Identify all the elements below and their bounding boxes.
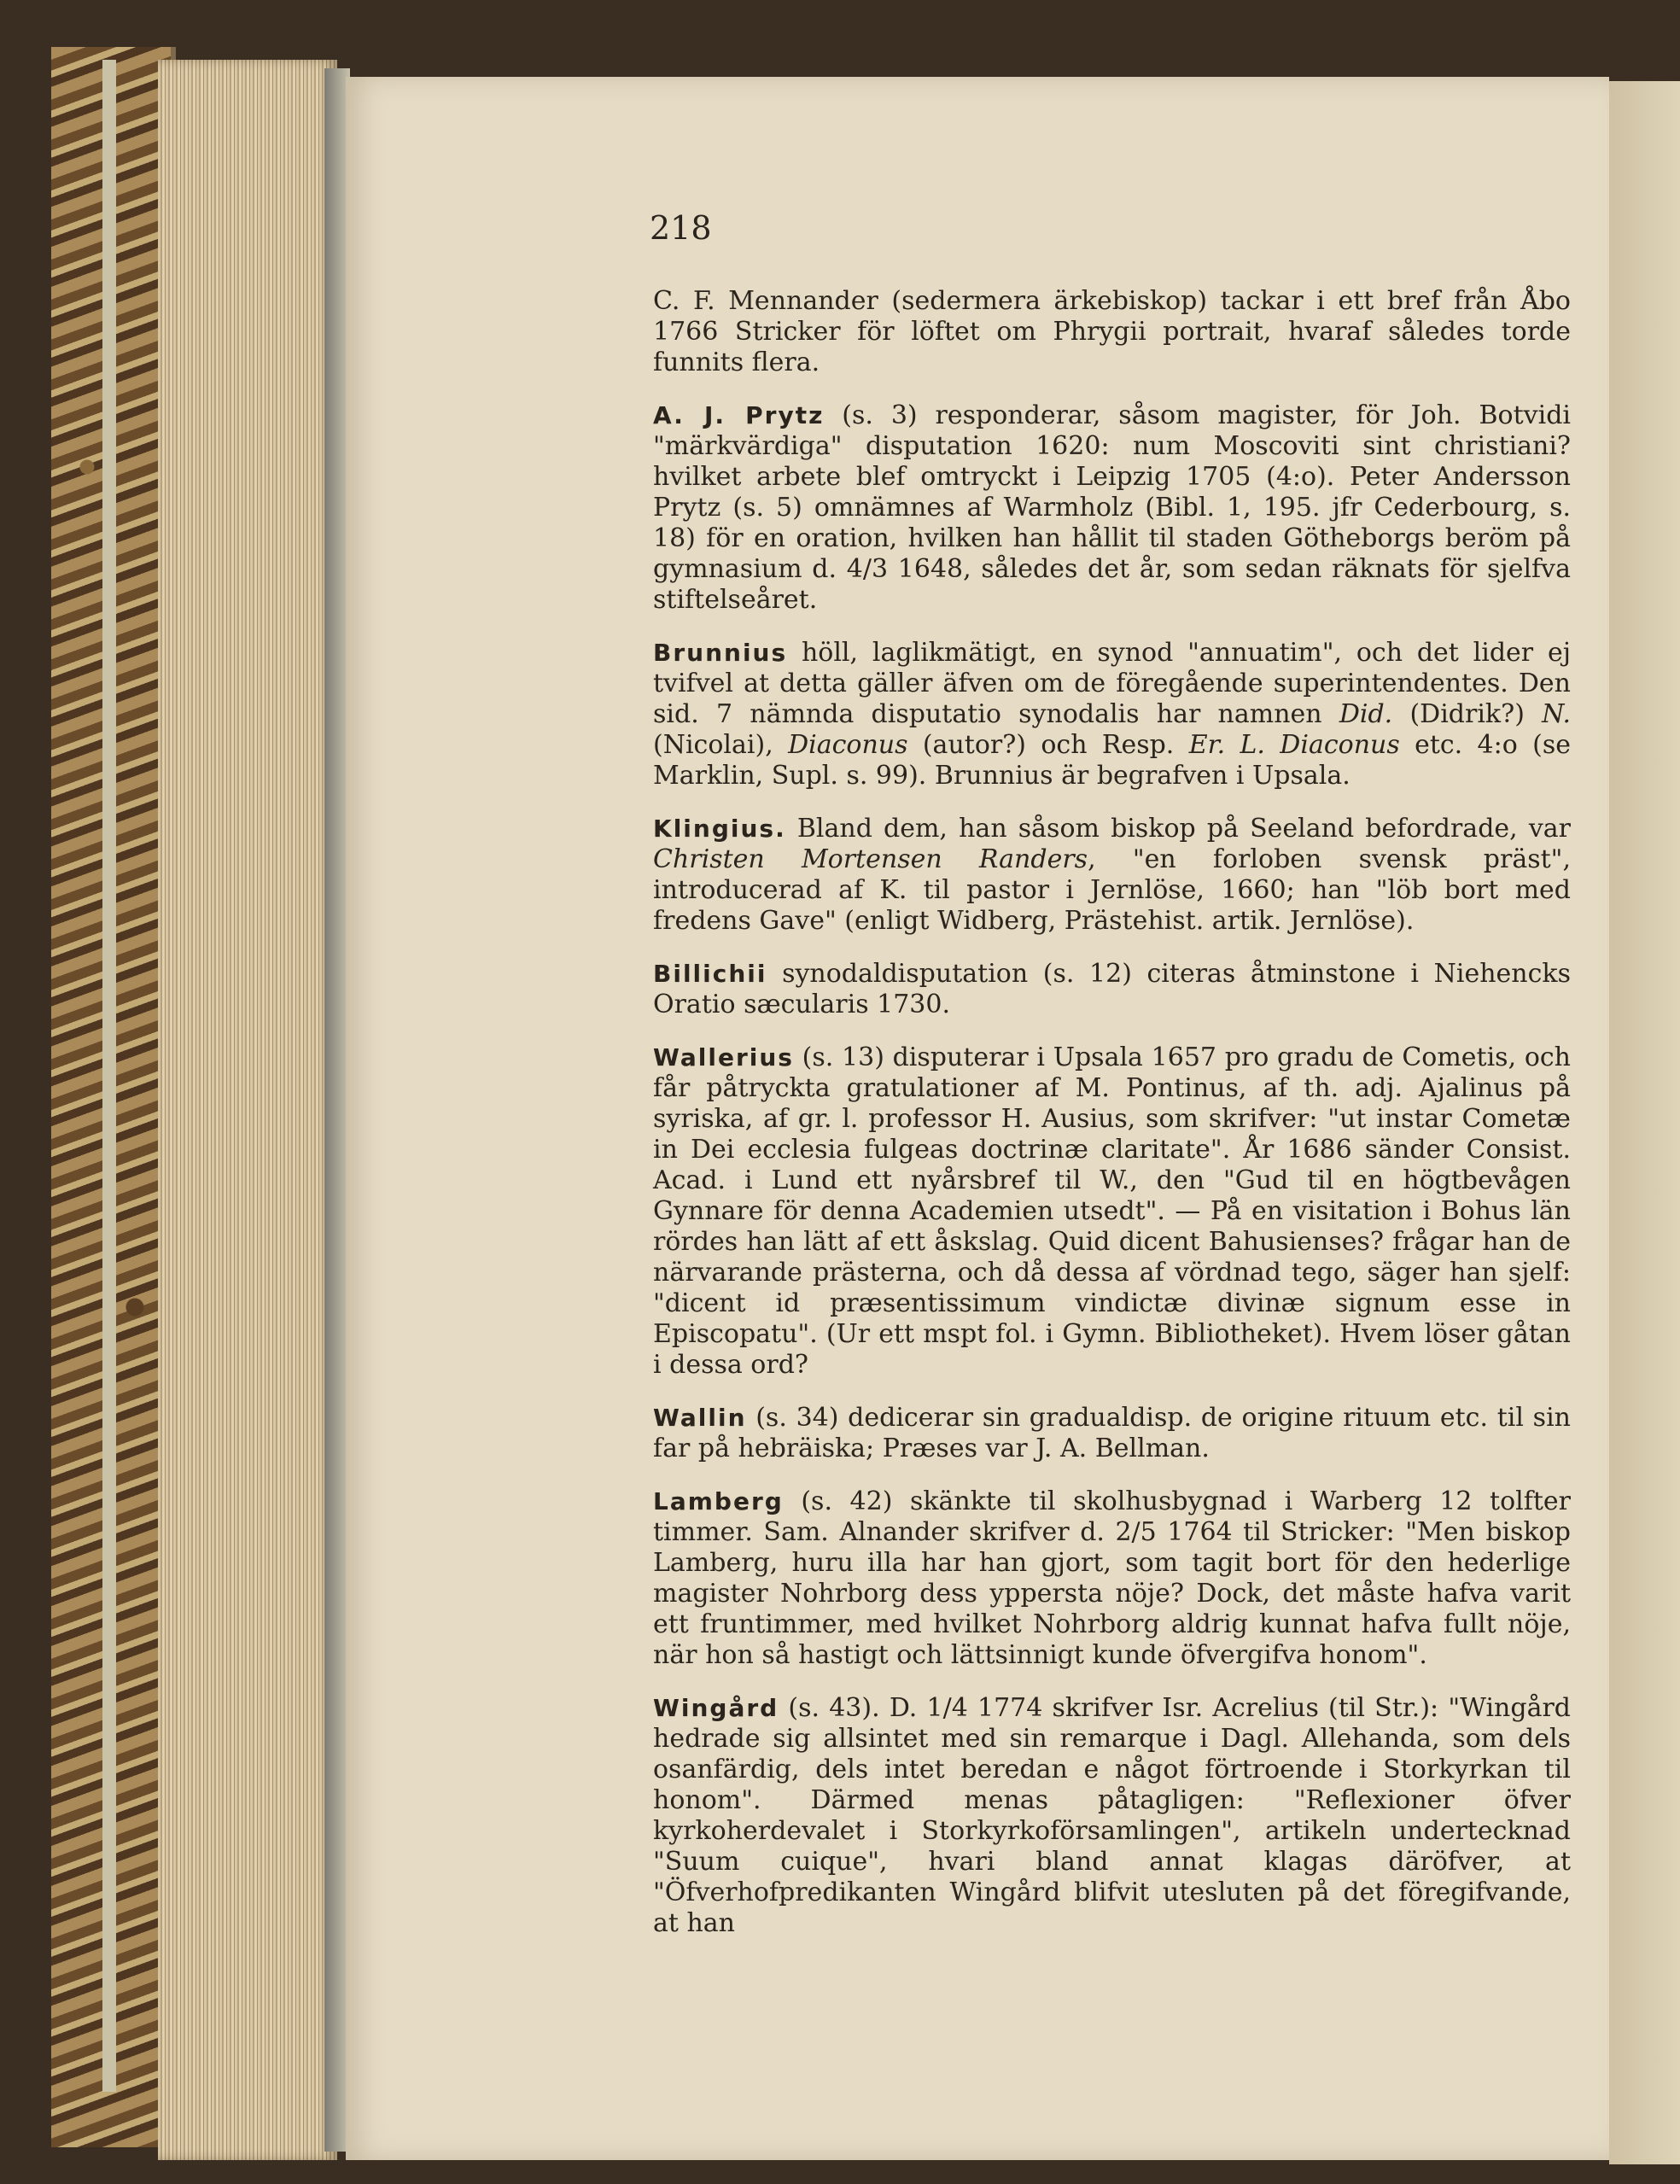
page-number: 218 bbox=[650, 209, 712, 247]
facing-page-sliver bbox=[1609, 81, 1680, 2164]
paragraph-prytz bbox=[653, 400, 1571, 616]
paragraph-klingius bbox=[653, 814, 1571, 937]
italic-n: N. bbox=[1542, 699, 1571, 729]
paragraph-lamberg bbox=[653, 1486, 1571, 1671]
italic-christen-randers: Christen Mortensen Randers bbox=[653, 844, 1088, 874]
cover-inner-strip bbox=[102, 60, 116, 2092]
paragraph-text: (Didrik?) bbox=[1392, 699, 1543, 729]
paragraph-text: synodaldisputation (s. 12) citeras åtminstone i Niehencks Oratio sæcularis 1730. bbox=[653, 959, 1571, 1019]
entry-name-prytz: A. J. Prytz bbox=[653, 401, 825, 429]
paragraph-wallerius bbox=[653, 1042, 1571, 1381]
page-edges bbox=[158, 60, 337, 2160]
italic-diaconus: Diaconus bbox=[788, 730, 908, 760]
entry-name-wallin: Wallin bbox=[653, 1404, 747, 1432]
italic-er-l-diaconus: Er. L. Diaconus bbox=[1188, 730, 1400, 760]
book-page bbox=[346, 77, 1609, 2160]
paragraph-text: (Nicolai), bbox=[653, 730, 789, 760]
paragraph-brunnius bbox=[653, 638, 1571, 791]
paragraph-text: (s. 34) dedicerar sin gradualdisp. de origine rituum etc. til sin far på hebräiska; Præses var J. A. Bellman. bbox=[653, 1403, 1571, 1463]
entry-name-brunnius: Brunnius bbox=[653, 639, 788, 667]
paragraph-text: Bland dem, han såsom biskop på Seeland befordrade, var bbox=[785, 814, 1571, 844]
paragraph-text: (s. 3) responderar, såsom magister, för Joh. Botvidi "märkvärdiga" disputation 1620: num Moscoviti sint christiani? hvilket arbete blef omtryckt i Leipzig 1705 (4:o). Peter Andersson Prytz (s. 5) omnämnes af Warmholz (Bibl. 1, 195. jfr Cederbourg, s. 18) för en oration, hvilken han hållit til staden Götheborgs beröm på gymnasium d. 4/3 1648, således det år, som sedan räknats för sjelfva stiftelseåret. bbox=[653, 400, 1571, 615]
paragraph-text: (autor?) och Resp. bbox=[907, 730, 1189, 760]
paragraph-text: (s. 13) disputerar i Upsala 1657 pro gradu de Cometis, och får påtryckta gratulationer af M. Pontinus, af th. adj. Ajalinus på syriska, af gr. l. professor H. Ausius, som skrifver: "ut instar Cometæ in Dei ecclesia fulgeas doctrinæ claritate". År 1686 sänder Consist. Acad. i Lund ett nyårsbref til W., den "Gud til en högtbevågen Gynnare för denna Academien utsedt". — På en visitation i Bohus län rördes han lätt af ett åskslag. Quid dicent Bahusienses? frågar han de närvarande prästerna, och då dessa af vördnad tego, säger han sjelf: "dicent id præsentissimum vindictæ divinæ signum esse in Episcopatu". (Ur ett mspt fol. i Gymn. Bibliotheket). Hvem löser gåtan i dessa ord? bbox=[653, 1042, 1571, 1380]
paragraph-text: , "en forloben svensk präst", introducerad af K. til pastor i Jernlöse, 1660; han "löb bort med fredens Gave" (enligt Widberg, Prästehist. artik. Jernlöse). bbox=[653, 844, 1571, 936]
italic-did: Did. bbox=[1339, 699, 1393, 729]
paragraph-text: (s. 42) skänkte til skolhusbygnad i Warberg 12 tolfter timmer. Sam. Alnander skrifver d. 2/5 1764 til Stricker: "Men biskop Lamberg, huru illa har han gjort, som tagit bort för den hederlige magister Nohrborg dess yppersta nöje? Dock, det måste hafva varit ett fruntimmer, med hvilket Nohrborg aldrig kunnat hafva fullt nöje, när hon så hastigt och lättsinnigt kunde öfvergifva honom". bbox=[653, 1486, 1571, 1670]
paragraph-text: höll, laglikmätigt, en synod "annuatim", och det lider ej tvifvel at detta gäller äfven om de föregående superintendentes. Den sid. 7 nämnda disputatio synodalis har namnen bbox=[653, 638, 1571, 729]
paragraph-text: C. F. Mennander (sedermera ärkebiskop) tackar i ett bref från Åbo 1766 Stricker för löftet om Phrygii portrait, hvaraf således torde funnits flera. bbox=[653, 286, 1571, 377]
entry-name-wingard: Wingård bbox=[653, 1694, 779, 1722]
paragraph-mennander bbox=[653, 286, 1571, 378]
text-block bbox=[653, 286, 1571, 1961]
entry-name-lamberg: Lamberg bbox=[653, 1487, 784, 1515]
entry-name-wallerius: Wallerius bbox=[653, 1043, 794, 1072]
entry-name-billichii: Billichii bbox=[653, 960, 767, 988]
entry-name-klingius: Klingius. bbox=[653, 815, 786, 843]
paragraph-wingard bbox=[653, 1693, 1571, 1939]
paragraph-wallin bbox=[653, 1403, 1571, 1464]
paragraph-text: etc. 4:o (se Marklin, Supl. s. 99). Brunnius är begrafven i Upsala. bbox=[653, 730, 1571, 791]
paragraph-text: (s. 43). D. 1/4 1774 skrifver Isr. Acrelius (til Str.): "Wingård hedrade sig allsintet med sin remarque i Dagl. Allehanda, som dels osanfärdig, dels intet beredan e något förtroende i Storkyrkan til honom". Därmed menas påtagligen: "Reflexioner öfver kyrkoherdevalet i Storkyrkoförsamlingen", artikeln undertecknad "Suum cuique", hvari bland annat klagas däröfver, at "Öfverhofpredikanten Wingård blifvit utesluten på det föregifvande, at han bbox=[653, 1693, 1571, 1938]
paragraph-billichii bbox=[653, 959, 1571, 1020]
